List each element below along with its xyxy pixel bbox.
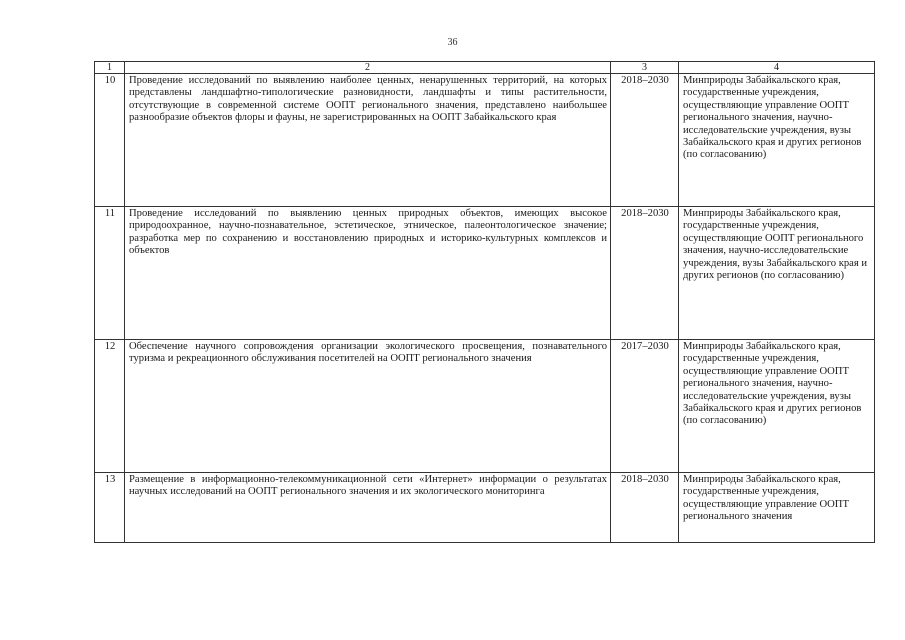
table-header-row (95, 62, 875, 74)
executor-cell: Минприроды Забайкальского края, государственные учреждения, осуществляющие управление ООПТ регионального значения, научно-исследовательские учреждения, вузы Забайкальского края и других регионов (по согласованию) (679, 340, 875, 473)
period-cell: 2017–2030 (611, 340, 679, 473)
measure-text: Обеспечение научного сопровождения организации экологического просвещения, познавательного туризма и рекреационного обслуживания посетителей на ООПТ регионального значения (125, 340, 611, 473)
page-number: 36 (447, 37, 458, 48)
executor-cell: Минприроды Забайкальского края, государственные учреждения, осуществляющие ООПТ регионального значения, научно-исследовательские учреждения, вузы Забайкальского края и других регионов (по согласованию) (679, 207, 875, 340)
period-cell: 2018–2030 (611, 473, 679, 543)
header-col-4: 4 (679, 62, 875, 74)
executor-cell: Минприроды Забайкальского края, государственные учреждения, осуществляющие управление ООПТ регионального значения, научно-исследовательские учреждения, вузы Забайкальского края и других регионов (по согласованию) (679, 74, 875, 207)
row-number: 11 (95, 207, 125, 340)
table-row (95, 340, 875, 473)
measures-table (94, 61, 875, 543)
header-col-1: 1 (95, 62, 125, 74)
measure-text: Проведение исследований по выявлению ценных природных объектов, имеющих высокое природоохранное, научно-познавательное, эстетическое, этническое, палеонтологическое значение; разработка мер по сохранению и восстановлению природных и историко-культурных комплексов и объектов (125, 207, 611, 340)
row-number: 10 (95, 74, 125, 207)
period-cell: 2018–2030 (611, 207, 679, 340)
period-cell: 2018–2030 (611, 74, 679, 207)
measure-text: Размещение в информационно-телекоммуникационной сети «Интернет» информации о результатах научных исследований на ООПТ регионального значения и их экологического мониторинга (125, 473, 611, 543)
executor-cell: Минприроды Забайкальского края, государственные учреждения, осуществляющие управление ООПТ регионального значения (679, 473, 875, 543)
table-row (95, 473, 875, 543)
row-number: 12 (95, 340, 125, 473)
header-col-3: 3 (611, 62, 679, 74)
measure-text: Проведение исследований по выявлению наиболее ценных, ненарушенных территорий, на которых представлены ландшафтно-типологические разновидности, ландшафты и типы растительности, отсутствующие в современной системе ООПТ регионального значения, представлено наибольшее разнообразие объектов флоры и фауны, не зарегистрированных на ООПТ Забайкальского края (125, 74, 611, 207)
row-number: 13 (95, 473, 125, 543)
table-row (95, 74, 875, 207)
header-col-2: 2 (125, 62, 611, 74)
table-row (95, 207, 875, 340)
